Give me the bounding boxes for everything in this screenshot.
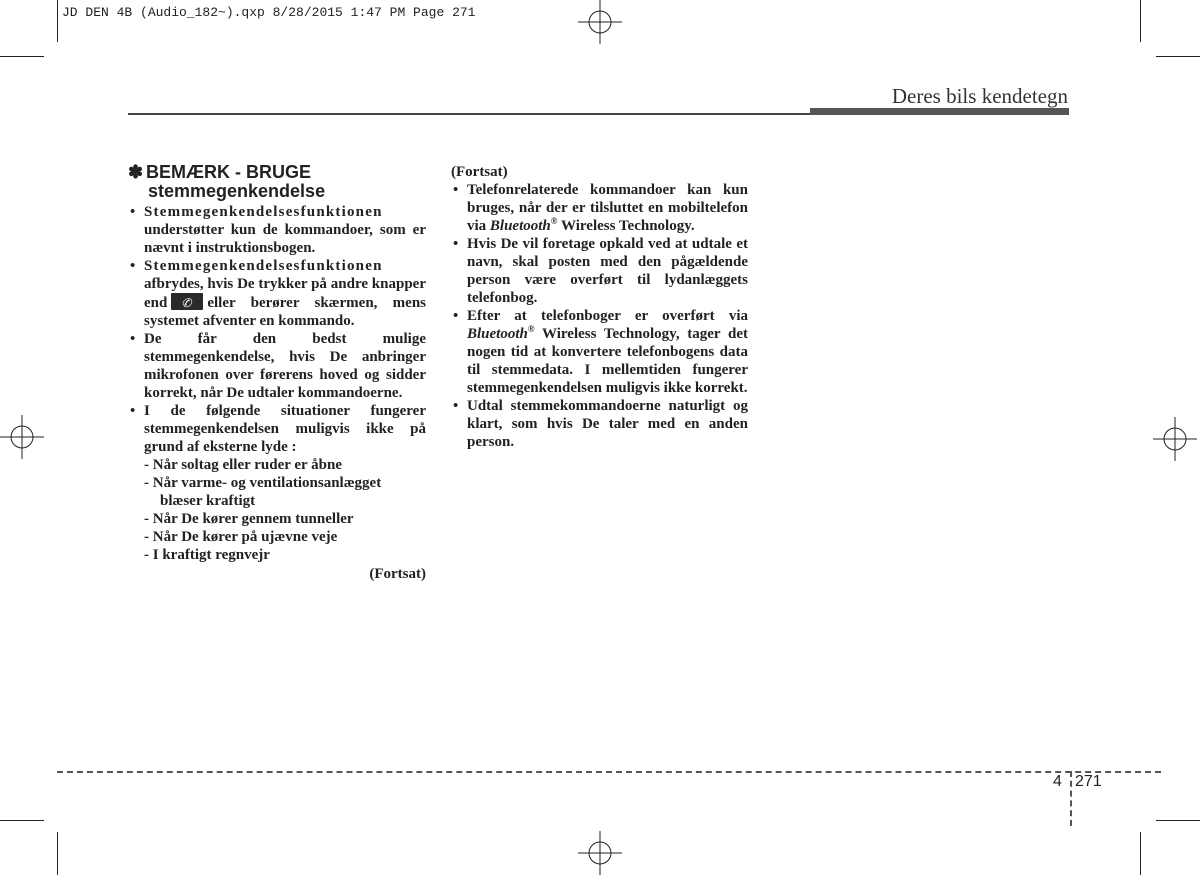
footer-rule <box>57 771 1161 773</box>
list-item <box>451 397 748 451</box>
crop-mark <box>57 0 58 42</box>
situation-item: - Når soltag eller ruder er åbne <box>144 457 343 473</box>
situation-item: - Når De kører på ujævne veje <box>144 529 338 545</box>
situation-item: - Når De kører gennem tunneller <box>144 511 354 527</box>
registered-mark: ® <box>550 216 558 226</box>
situation-item: - Når varme- og ventilationsanlægget <box>144 475 382 491</box>
list-item <box>128 257 426 330</box>
crop-mark <box>1156 56 1200 57</box>
list-item-lead: Stemmegenkendelsesfunktionen <box>144 204 383 220</box>
bullet: • <box>453 182 459 198</box>
list-item <box>128 330 426 402</box>
situation-item-cont: blæser kraftigt <box>160 493 256 509</box>
note-heading-line1: BEMÆRK - BRUGE <box>146 162 311 182</box>
situation-item: - I kraftigt regnvejr <box>144 547 270 563</box>
voice-talk-icon: ✆ <box>171 293 203 310</box>
list-item-text: Hvis De vil foretage opkald ved at udtale et navn, skal posten med den pågældende person være overført til lydanlæggets telefonbog. <box>467 236 748 306</box>
list-item-text: eller berører skærmen, mens systemet afventer en kommando. <box>144 295 426 329</box>
list-item-text: Telefonrelaterede kommandoer kan kun bruges, når der er tilsluttet en mobiltelefon via <box>467 182 748 234</box>
note-symbol-icon: ✽ <box>128 162 144 182</box>
bullet: • <box>130 403 136 419</box>
crop-mark <box>0 820 44 821</box>
bullet: • <box>453 308 459 324</box>
page-number: 271 <box>1075 773 1102 790</box>
continued-label: (Fortsat) <box>369 566 426 582</box>
note-heading-line2: stemmegenkendelse <box>148 181 326 201</box>
header-rule-bar <box>810 108 1069 115</box>
header-rule <box>128 113 812 115</box>
list-item <box>128 203 426 257</box>
list-item-text: I de følgende situationer fungerer stemmegenkendelsen muligvis ikke på grund af eksterne lyde : <box>144 403 426 455</box>
bullet: • <box>453 236 459 252</box>
bluetooth-term: Bluetooth <box>467 326 528 342</box>
bluetooth-term: Bluetooth <box>489 218 551 234</box>
list-item-lead: Stemmegenkendelsesfunktionen <box>144 258 383 274</box>
bullet: • <box>130 258 136 274</box>
list-item-text: Wireless Technology, tager det nogen tid at konvertere telefonbogens data til stemmedata. I mellemtiden fungerer stemmegenkendelsen muligvis ikke korrekt. <box>467 326 748 396</box>
registration-mark-right <box>1153 417 1197 461</box>
bullet: • <box>130 204 136 220</box>
left-column <box>128 163 426 583</box>
crop-mark <box>1140 832 1141 875</box>
bullet: • <box>130 331 136 347</box>
note-heading <box>128 163 426 201</box>
section-number: 4 <box>1053 773 1062 790</box>
continued-label: (Fortsat) <box>451 164 508 180</box>
footer-divider <box>1070 771 1072 826</box>
list-item <box>451 235 748 307</box>
list-item-text: afbrydes, hvis De trykker på andre knapper end <box>144 276 426 311</box>
list-item-text: understøtter kun de kommandoer, som er nævnt i instruktionsbogen. <box>144 222 426 256</box>
registered-mark: ® <box>527 324 535 334</box>
list-item-text: De får den bedst mulige stemmegenkendelse, hvis De anbringer mikrofonen over førerens hoved og sidder korrekt, når De udtaler kommandoerne. <box>144 331 426 401</box>
crop-mark <box>1140 0 1141 42</box>
crop-mark <box>1156 820 1200 821</box>
right-column <box>451 163 748 451</box>
list-item <box>451 181 748 235</box>
list-item-text: Udtal stemmekommandoerne naturligt og klart, som hvis De taler med en anden person. <box>467 398 748 450</box>
registration-mark-top <box>578 0 622 44</box>
bullet: • <box>453 398 459 414</box>
list-item-text: Wireless Technology. <box>561 218 695 234</box>
list-item <box>128 402 426 456</box>
registration-mark-left <box>0 415 44 459</box>
list-item-text: Efter at telefonboger er overført via <box>467 308 748 324</box>
page-header-title: Deres bils kendetegn <box>891 84 1068 108</box>
print-slug: JD DEN 4B (Audio_182~).qxp 8/28/2015 1:47 PM Page 271 <box>62 5 476 20</box>
crop-mark <box>57 832 58 875</box>
list-item <box>451 307 748 397</box>
crop-mark <box>0 56 44 57</box>
registration-mark-bottom <box>578 831 622 875</box>
